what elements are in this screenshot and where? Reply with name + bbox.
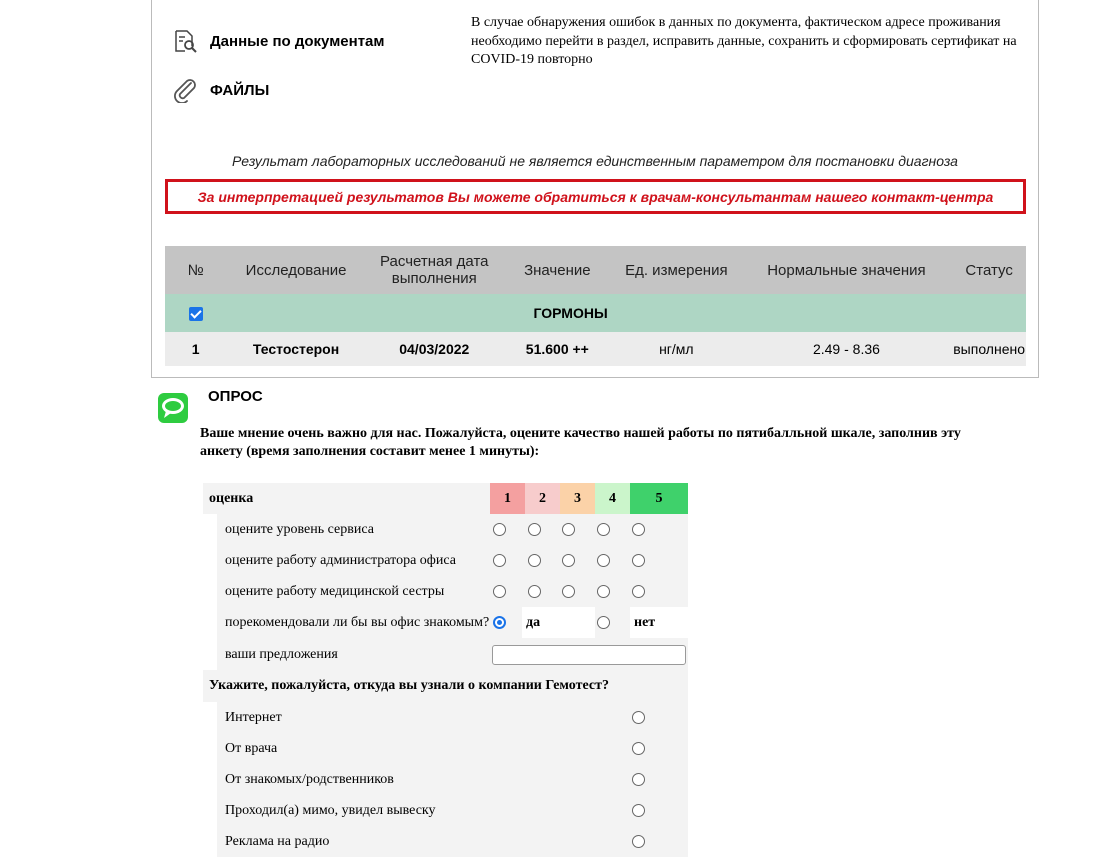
radio-admin-5[interactable] [632, 554, 645, 567]
score-1: 1 [490, 483, 525, 514]
radio-admin-1[interactable] [493, 554, 506, 567]
radio-nurse-5[interactable] [632, 585, 645, 598]
document-search-icon [172, 28, 198, 54]
rating-header-label: оценка [209, 491, 254, 506]
radio-source-radio-ad[interactable] [632, 835, 645, 848]
radio-service-1[interactable] [493, 523, 506, 536]
col-unit: Ед. измерения [612, 246, 741, 294]
source-label: Интернет [225, 710, 282, 725]
col-date: Расчетная дата выполнения [366, 246, 503, 294]
source-row-radio [203, 826, 688, 857]
indent-strip [203, 733, 217, 764]
source-row-doctor [203, 733, 688, 764]
cell-status: выполнено [952, 332, 1026, 366]
question-row-admin [203, 545, 688, 576]
indent-strip [203, 826, 217, 857]
radio-source-friends[interactable] [632, 773, 645, 786]
table-row[interactable] [165, 332, 1026, 366]
cell-date: 04/03/2022 [366, 332, 503, 366]
indent-strip [203, 702, 217, 733]
source-row-signboard [203, 795, 688, 826]
yes-label: да [522, 607, 595, 638]
results-header-row [165, 246, 1026, 294]
cell-number: 1 [165, 332, 226, 366]
radio-nurse-3[interactable] [562, 585, 575, 598]
indent-strip [203, 639, 217, 670]
indent-strip [203, 576, 217, 607]
survey-form [203, 483, 688, 857]
cell-test: Тестостерон [226, 332, 366, 366]
suggestions-label: ваши предложения [225, 647, 338, 662]
radio-nurse-2[interactable] [528, 585, 541, 598]
source-question: Укажите, пожалуйста, откуда вы узнали о компании Гемотест? [209, 678, 609, 693]
source-label: От врача [225, 741, 278, 756]
radio-source-doctor[interactable] [632, 742, 645, 755]
files-menu-label: ФАЙЛЫ [210, 81, 270, 99]
radio-nurse-4[interactable] [597, 585, 610, 598]
question-row-service [203, 514, 688, 545]
radio-recommend-no[interactable] [597, 616, 610, 629]
results-table [165, 246, 1026, 366]
cell-value: 51.600 ++ [503, 332, 612, 366]
correction-notice: В случае обнаружения ошибок в данных по документа, фактическом адресе проживания необходимо перейти в раздел, исправить данные, сохранить и сформировать сертификат на COVID-19 повторно [471, 15, 1017, 67]
radio-service-3[interactable] [562, 523, 575, 536]
question-label: оцените работу медицинской сестры [225, 584, 445, 599]
paperclip-icon [172, 77, 198, 103]
score-2: 2 [525, 483, 560, 514]
source-label: Реклама на радио [225, 834, 330, 849]
survey-intro: Ваше мнение очень важно для нас. Пожалуйста, оцените качество нашей работы по пятибалльной шкале, заполнив эту анкету (время заполнения составит менее 1 минуты): [200, 426, 961, 459]
score-4: 4 [595, 483, 630, 514]
recommend-row [203, 607, 688, 639]
col-number: № [165, 246, 226, 294]
survey-title: ОПРОС [208, 388, 263, 405]
group-checkbox-cell [165, 294, 226, 332]
radio-recommend-yes[interactable] [493, 616, 506, 629]
cell-normal: 2.49 - 8.36 [741, 332, 953, 366]
documents-menu-item[interactable] [172, 28, 384, 54]
group-row [165, 294, 1026, 332]
group-checkbox[interactable] [189, 307, 203, 321]
radio-service-5[interactable] [632, 523, 645, 536]
radio-nurse-1[interactable] [493, 585, 506, 598]
consultation-banner [165, 179, 1026, 214]
radio-service-2[interactable] [528, 523, 541, 536]
indent-strip [203, 514, 217, 545]
score-5: 5 [630, 483, 688, 514]
no-label: нет [630, 607, 688, 638]
documents-menu-label: Данные по документам [210, 32, 385, 50]
col-test: Исследование [226, 246, 366, 294]
score-3: 3 [560, 483, 595, 514]
question-label: оцените работу администратора офиса [225, 553, 456, 568]
source-question-row [203, 670, 688, 702]
files-menu-item[interactable] [172, 77, 269, 103]
radio-source-signboard[interactable] [632, 804, 645, 817]
lab-disclaimer: Результат лабораторных исследований не является единственным параметром для постановки диагноза [232, 153, 958, 169]
source-row-internet [203, 702, 688, 733]
radio-admin-4[interactable] [597, 554, 610, 567]
rating-header-row [203, 483, 688, 514]
consultation-text: За интерпретацией результатов Вы можете обратиться к врачам-консультантам нашего контакт-центра [197, 188, 994, 205]
suggestions-row [203, 639, 688, 670]
group-title: ГОРМОНЫ [226, 294, 1026, 332]
question-row-nurse [203, 576, 688, 607]
source-label: От знакомых/родственников [225, 772, 394, 787]
indent-strip [203, 795, 217, 826]
recommend-question: порекомендовали ли бы вы офис знакомым? [225, 615, 490, 630]
col-status: Статус [952, 246, 1026, 294]
cell-unit: нг/мл [612, 332, 741, 366]
indent-strip [203, 607, 217, 639]
question-label: оцените уровень сервиса [225, 522, 374, 537]
radio-source-internet[interactable] [632, 711, 645, 724]
radio-service-4[interactable] [597, 523, 610, 536]
col-normal: Нормальные значения [741, 246, 953, 294]
indent-strip [203, 545, 217, 576]
radio-admin-3[interactable] [562, 554, 575, 567]
col-value: Значение [503, 246, 612, 294]
source-row-friends [203, 764, 688, 795]
suggestions-input[interactable] [492, 645, 686, 665]
indent-strip [203, 764, 217, 795]
radio-admin-2[interactable] [528, 554, 541, 567]
chat-bubble-icon [157, 392, 189, 424]
source-label: Проходил(а) мимо, увидел вывеску [225, 803, 436, 818]
